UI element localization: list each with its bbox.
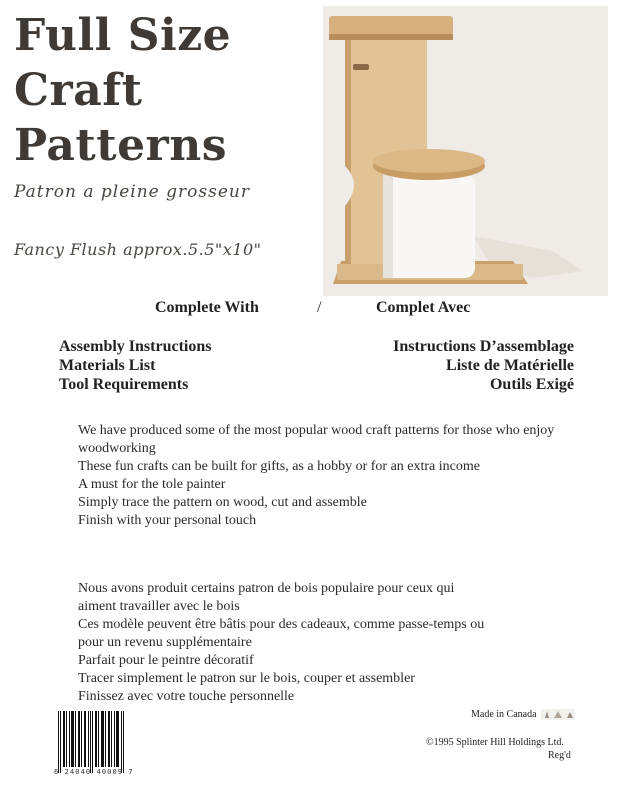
description-line: Tracer simplement le patron sur le bois, couper et assembler	[78, 671, 415, 686]
description-line: Simply trace the pattern on wood, cut and assemble	[78, 495, 367, 510]
list-item: Outils Exigé	[489, 376, 574, 393]
title-line-3: Patterns	[14, 120, 227, 171]
made-in-label: Made in Canada	[471, 709, 537, 720]
description-line: Ces modèle peuvent être bâtis pour des cadeaux, comme passe-temps ou	[78, 617, 485, 632]
includes-list-english	[59, 337, 211, 394]
barcode-number: 6 24040 40009 7	[54, 768, 134, 776]
description-line: Finissez avec votre touche personnelle	[78, 689, 295, 704]
description-line: These fun crafts can be built for gifts, as a hobby or for an extra income	[78, 459, 480, 474]
made-in-canada	[471, 709, 575, 720]
subtitle-french: Patron a pleine grosseur	[14, 182, 250, 202]
heading-separator: /	[317, 299, 322, 316]
list-item: Instructions D’assemblage	[393, 338, 574, 355]
title-line-1: Full Size	[14, 10, 232, 61]
page-title	[14, 8, 231, 173]
description-line: Nous avons produit certains patron de bois populaire pour ceux qui	[78, 581, 455, 596]
title-line-2: Craft	[14, 65, 143, 116]
list-item: Tool Requirements	[59, 376, 189, 393]
description-french	[78, 580, 484, 706]
wooden-toilet-craft-photo	[323, 6, 608, 296]
description-line: pour un revenu supplémentaire	[78, 635, 252, 650]
includes-list-french	[393, 337, 574, 394]
complet-avec-heading: Complet Avec	[376, 299, 471, 316]
complete-with-heading: Complete With	[155, 299, 259, 316]
description-line: aiment travailler avec le bois	[78, 599, 240, 614]
registered-notice: Reg'd	[548, 750, 571, 761]
product-photo	[323, 6, 608, 296]
description-line: A must for the tole painter	[78, 477, 226, 492]
description-line: Parfait pour le peintre décoratif	[78, 653, 254, 668]
copyright-notice: ©1995 Splinter Hill Holdings Ltd.	[426, 737, 564, 748]
list-item: Materials List	[59, 357, 156, 374]
list-item: Assembly Instructions	[59, 338, 212, 355]
description-line: woodworking	[78, 441, 156, 456]
description-english	[78, 422, 554, 530]
description-line: We have produced some of the most popular wood craft patterns for those who enjoy	[78, 423, 555, 438]
product-name: Fancy Flush approx.5.5"x10"	[14, 240, 262, 259]
maple-leaf-icon	[541, 709, 575, 720]
list-item: Liste de Matérielle	[446, 357, 574, 374]
description-line: Finish with your personal touch	[78, 513, 257, 528]
